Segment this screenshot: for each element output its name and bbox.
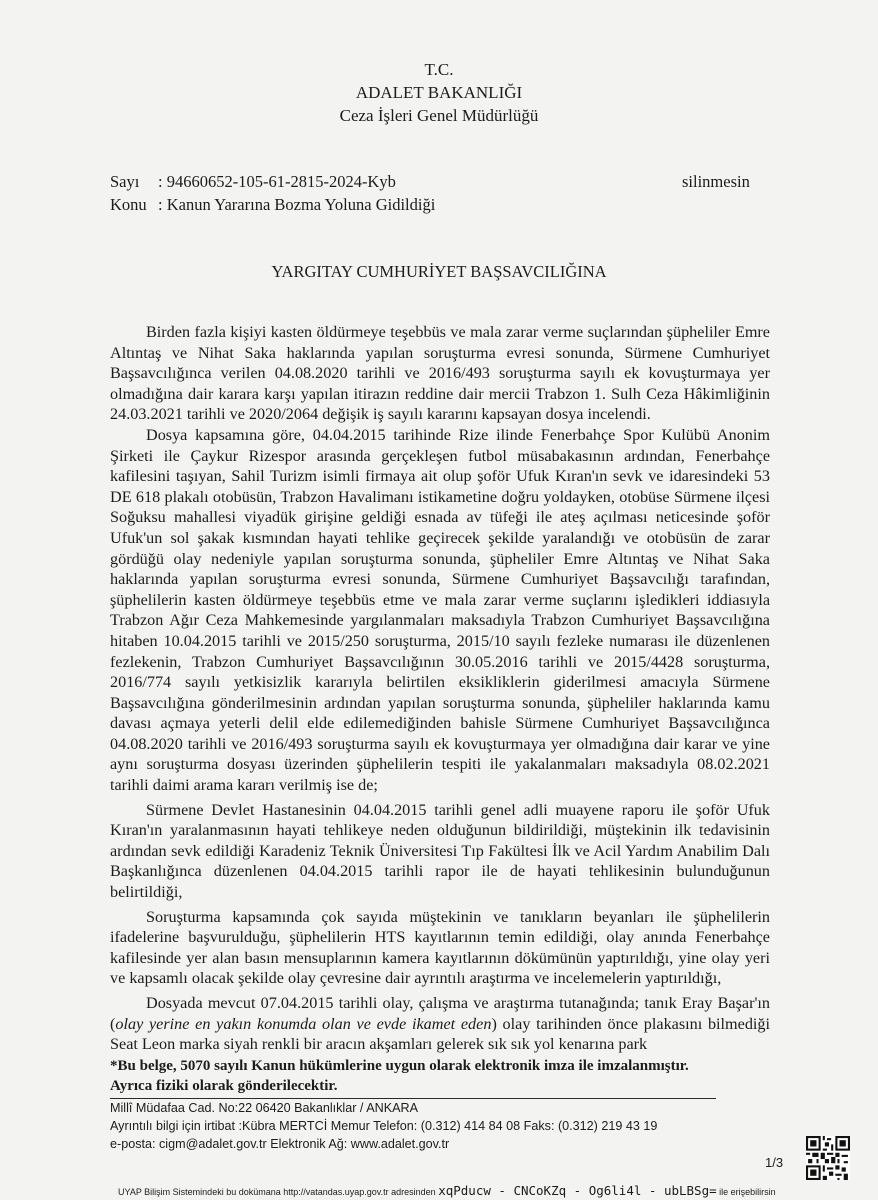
header-tc: T.C. [424, 60, 454, 79]
paragraph-5-text-b: ) olay tarihinden önce plakasını bilmediği Seat Leon marka siyah renkli bir aracın akşamları gelerek sık sık yol kenarına park [110, 1014, 771, 1054]
sayi-value: : 94660652-105-61-2815-2024-Kyb [158, 172, 396, 191]
footer-address: Millî Müdafaa Cad. No:22 06420 Bakanlıklar / ANKARA [110, 1101, 419, 1115]
document-mark: silinmesin [682, 172, 750, 191]
paragraph-1: Birden fazla kişiyi kasten öldürmeye teşebbüs ve mala zarar verme suçlarından şüpheliler Emre Altıntaş ve Nihat Saka haklarında yapılan soruşturma evresi sonunda, Sürmene Cumhuriyet Başsavcılığınca verilen 04.08.2020 tarihli ve 2016/493 soruşturma sayılı ek kovuşturmaya yer olmadığına dair karara karşı yapılan itirazın reddine dair mercii Trabzon 1. Sulh Ceza Hâkimliğinin 24.03.2021 tarihli ve 2020/2064 değişik iş sayılı kararını kapsayan dosya incelendi. [110, 323, 770, 424]
header-directorate: Ceza İşleri Genel Müdürlüğü [339, 106, 539, 125]
footer-divider [110, 1098, 716, 1099]
page-number: 1/3 [765, 1155, 784, 1170]
physical-note: Ayrıca fiziki olarak gönderilecektir. [110, 1078, 338, 1094]
uyap-text-a: UYAP Bilişim Sistemindeki bu dokümana http://vatandas.uyap.gov.tr adresinden [118, 1187, 436, 1197]
uyap-access-note [118, 1183, 776, 1198]
paragraph-2: Dosya kapsamına göre, 04.04.2015 tarihinde Rize ilinde Fenerbahçe Spor Kulübü Anonim Şirketi ile Çaykur Rizespor arasında gerçekleşen futbol müsabakasının ardından, Fenerbahçe kafilesini taşıyan, Sahil Turizm isimli firmaya ait olup şoför Ufuk Kıran'ın sevk ve idaresindeki 53 DE 618 plakalı otobüsün, Trabzon Havalimanı istikametine doğru yoldayken, otobüse Sürmene ilçesi Soğuksu mahallesi viyadük girişine geldiği esnada av tüfeği ile ateş açılması neticesinde şoför Ufuk'un sol şakak kısmından hayati tehlike geçirecek şekilde yaralandığı ve otobüsün de zarar gördüğü olay nedeniyle yapılan soruşturma sonunda, şüpheliler Emre Altıntaş ve Nihat Saka haklarında yapılan soruşturma evresi sonunda, Sürmene Cumhuriyet Başsavcılığı tarafından, şüphelilerin kasten öldürmeye teşebbüs etme ve mala zarar verme suçlarını işledikleri iddiasıyla Trabzon Ağır Ceza Mahkemesinde yargılanmaları maksadıyla Trabzon Cumhuriyet Başsavcılığına hitaben 10.04.2015 tarihli ve 2015/250 soruşturma, 2015/10 sayılı fezleke numarası ile düzenlenen fezlekenin, Trabzon Cumhuriyet Başsavcılığının 30.05.2016 tarihli ve 2015/4428 soruşturma, 2016/774 sayılı yetkisizlik kararıyla belirtilen eksikliklerin giderilmesi amacıyla Sürmene Başsavcılığına gönderilmesinin ardından yapılan soruşturma sonunda, şüpheliler haklarında kamu davası açmaya yeterli delil elde edilemediğinden bahisle Sürmene Cumhuriyet Başsavcılığınca 04.08.2020 tarihli ve 2016/493 soruşturma sayılı ek kovuşturmaya yer olmadığına dair karar ve yine aynı soruşturma dosyası üzerinden şüphelilerin tespiti ile yakalanmaları maksadıyla 08.02.2021 tarihli daimi arama kararı verilmiş ise de; [110, 425, 770, 795]
header-ministry: ADALET BAKANLIĞI [355, 83, 523, 102]
konu-label: Konu [110, 195, 147, 214]
paragraph-5 [110, 993, 770, 1055]
paragraph-3: Sürmene Devlet Hastanesinin 04.04.2015 tarihli genel adli muayene raporu ile şoför Ufuk Kıran'ın yaralanmasının hayati tehlikeye neden olduğunun bildirildiği, müştekinin ilk tedavisinin ardından sevk edildiği Karadeniz Teknik Üniversitesi Tıp Fakültesi İlk ve Acil Yardım Anabilim Dalı Başkanlığınca düzenlenen 04.04.2015 tarihli rapor ile de hayati tehlikesinin bulunduğunun belirtildiği, [110, 800, 770, 902]
sayi-label: Sayı [110, 172, 140, 191]
paragraph-4: Soruşturma kapsamında çok sayıda müştekinin ve tanıkların beyanları ile şüphelilerin ifadelerine başvurulduğu, şüphelilerin HTS kayıtlarının temin edildiği, olay anında Fenerbahçe kafilesinde yer alan basın mensuplarının kamera kayıtlarının dökümünün yaptırıldığı, yine olay yeri ve kapsamlı olacak şekilde olay çevresine dair ayrıntılı araştırma ve incelemelerin yaptırıldığı, [110, 907, 770, 988]
letter-body [110, 318, 770, 1055]
uyap-text-b: ile erişebilirsin [719, 1187, 776, 1197]
qr-code-icon [806, 1136, 850, 1180]
paragraph-5-text-a: Dosyada mevcut 07.04.2015 tarihli olay, çalışma ve araştırma tutanağında; tanık Eray Başar'ın ( [110, 994, 770, 1033]
konu-value: : Kanun Yararına Bozma Yoluna Gidildiği [158, 195, 436, 214]
footer-email: e-posta: cigm@adalet.gov.tr Elektronik Ağ: www.adalet.gov.tr [110, 1137, 450, 1151]
footer-contact: Ayrıntılı bilgi için irtibat :Kübra MERTCİ Memur Telefon: (0.312) 414 84 08 Faks: (0.312) 219 43 19 [110, 1119, 658, 1133]
uyap-access-code: xqPducw - CNCoKZq - Og6li4l - ubLBSg= [438, 1183, 717, 1198]
esign-note: *Bu belge, 5070 sayılı Kanun hükümlerine uygun olarak elektronik imza ile imzalanmıştır. [110, 1058, 689, 1074]
paragraph-5-italic: olay yerine en yakın konumda olan ve evde ikamet eden [115, 1014, 492, 1033]
addressee: YARGITAY CUMHURİYET BAŞSAVCILIĞINA [271, 262, 607, 281]
